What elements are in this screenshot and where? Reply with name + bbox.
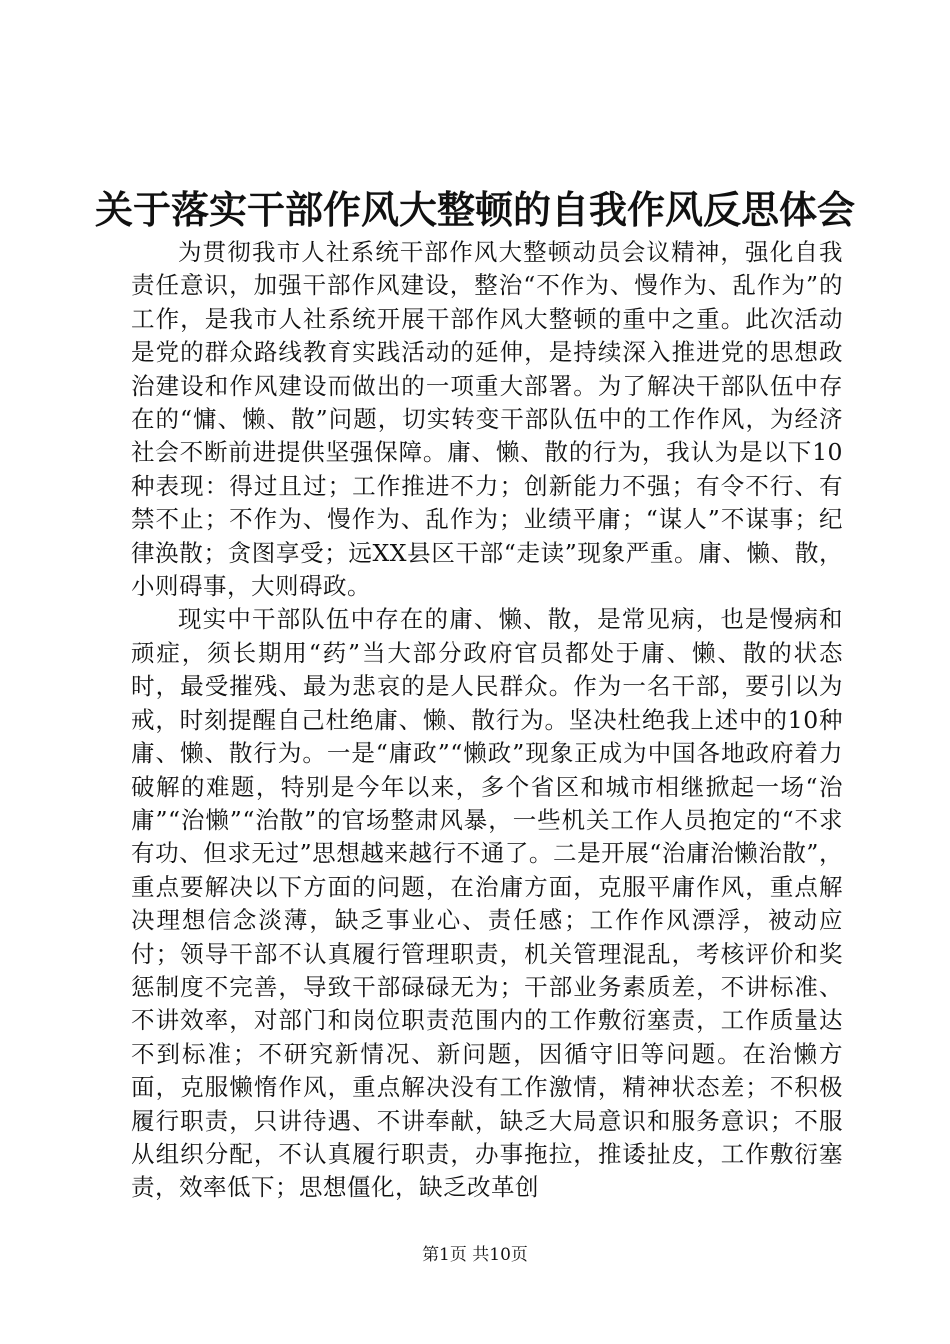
document-body	[131, 236, 843, 1205]
document-title: 关于落实干部作风大整顿的自我作风反思体会	[94, 187, 855, 232]
page-number-footer: 第1页 共10页	[422, 1245, 528, 1265]
paragraph-2: 现实中干部队伍中存在的庸、懒、散，是常见病，也是慢病和顽症，须长期用“药”当大部分政府官员都处于庸、懒、散的状态时，最受摧残、最为悲哀的是人民群众。作为一名干部，要引以为戒，时刻提醒自己杜绝庸、懒、散行为。坚决杜绝我上述中的10种庸、懒、散行为。一是“庸政”“懒政”现象正成为中国各地政府着力破解的难题，特别是今年以来，多个省区和城市相继掀起一场“治庸”“治懒”“治散”的官场整肃风暴，一些机关工作人员抱定的“不求有功、但求无过”思想越来越行不通了。二是开展“治庸治懒治散”，重点要解决以下方面的问题，在治庸方面，克服平庸作风，重点解决理想信念淡薄，缺乏事业心、责任感；工作作风漂浮，被动应付；领导干部不认真履行管理职责，机关管理混乱，考核评价和奖惩制度不完善，导致干部碌碌无为；干部业务素质差，不讲标准、不讲效率，对部门和岗位职责范围内的工作敷衍塞责，工作质量达不到标准；不研究新情况、新问题，因循守旧等问题。在治懒方面，克服懒惰作风，重点解决没有工作激情，精神状态差；不积极履行职责，只讲待遇、不讲奉献，缺乏大局意识和服务意识；不服从组织分配，不认真履行职责，办事拖拉，推诿扯皮，工作敷衍塞责，效率低下；思想僵化，缺乏改革创	[131, 605, 843, 1202]
paragraph-1: 为贯彻我市人社系统干部作风大整顿动员会议精神，强化自我责任意识，加强干部作风建设，整治“不作为、慢作为、乱作为”的工作，是我市人社系统开展干部作风大整顿的重中之重。此次活动是党的群众路线教育实践活动的延伸，是持续深入推进党的思想政治建设和作风建设而做出的一项重大部署。为了解决干部队伍中存在的“慵、懒、散”问题，切实转变干部队伍中的工作作风，为经济社会不断前进提供坚强保障。庸、懒、散的行为，我认为是以下10种表现：得过且过；工作推进不力；创新能力不强；有令不行、有禁不止；不作为、慢作为、乱作为；业绩平庸；“谋人”不谋事；纪律涣散；贪图享受；远XX县区干部“走读”现象严重。庸、懒、散，小则碍事，大则碍政。	[131, 238, 843, 601]
